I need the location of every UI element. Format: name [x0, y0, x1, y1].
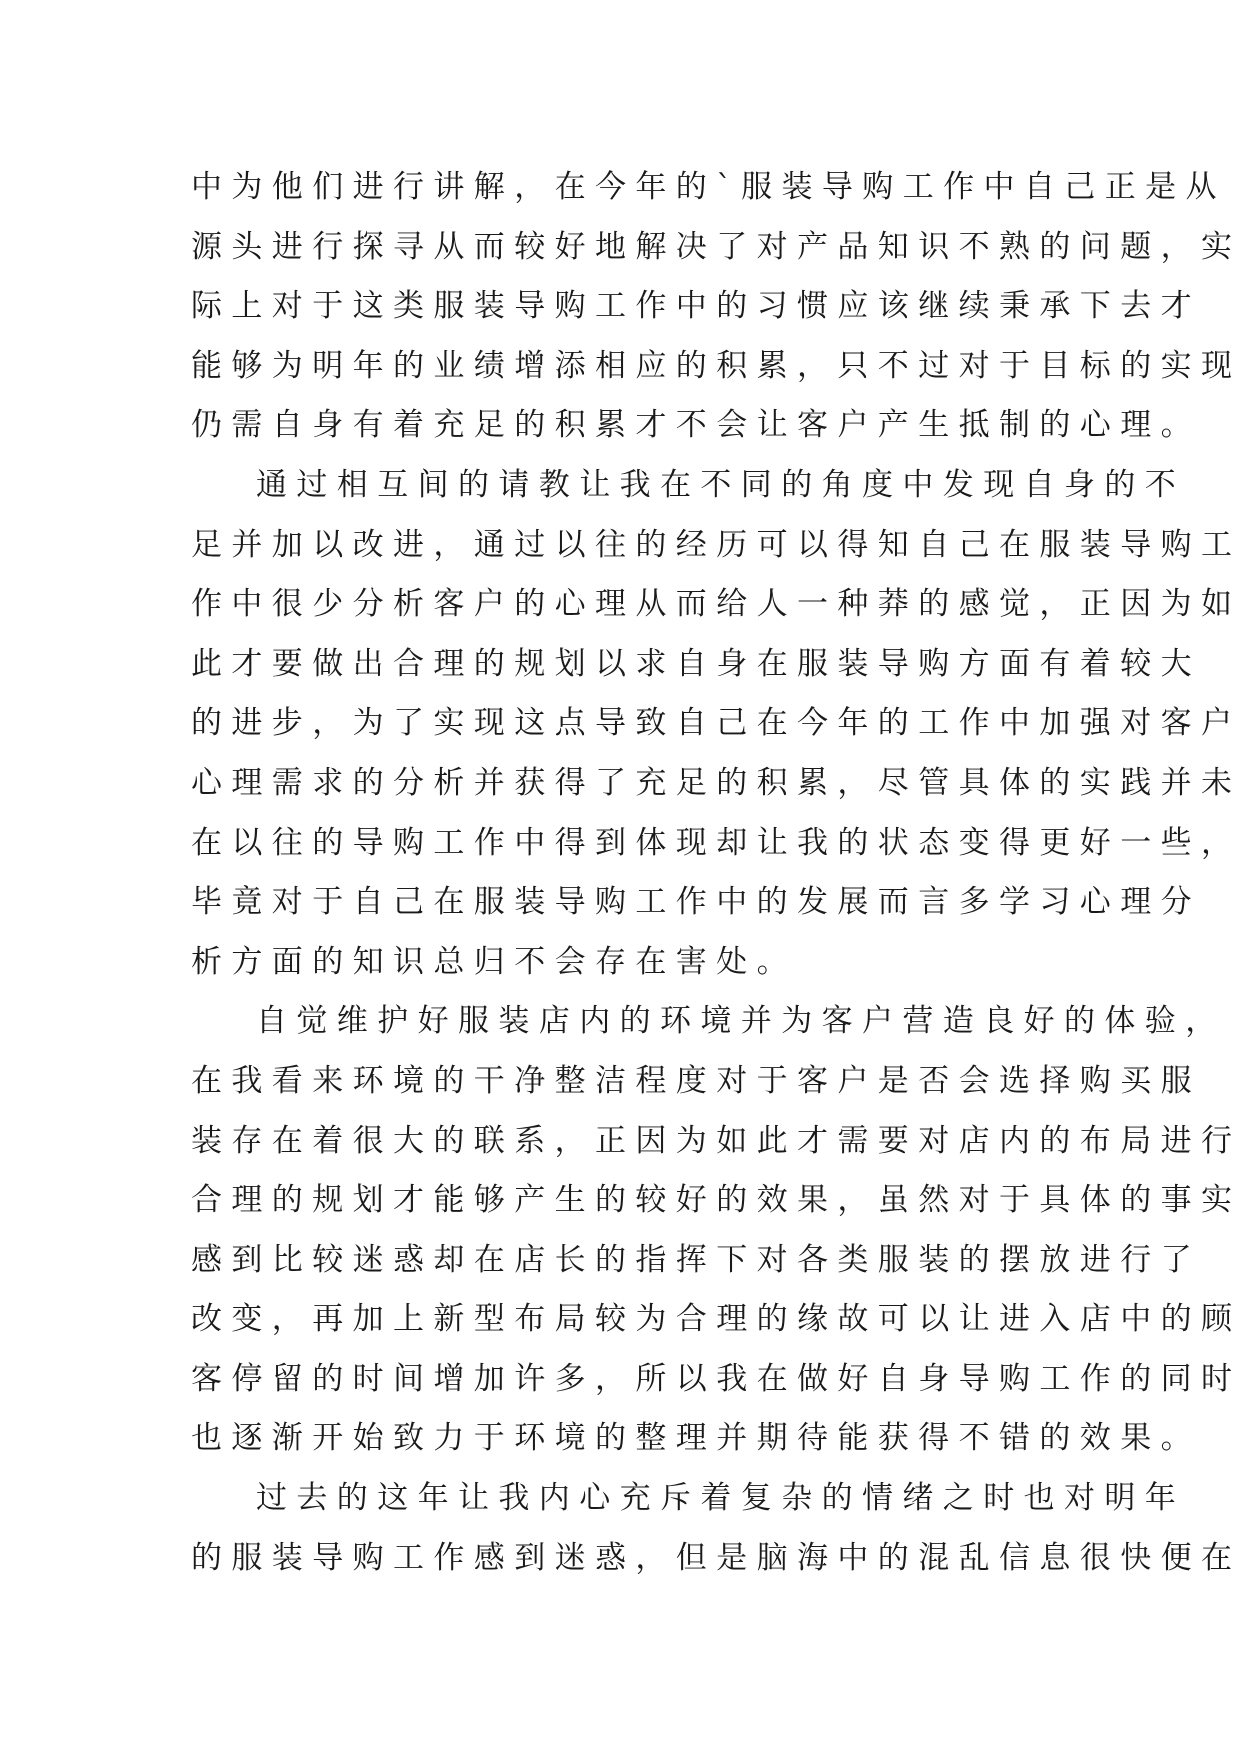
text-line: 足并加以改进，通过以往的经历可以得知自己在服装导购工 — [191, 526, 1241, 563]
text-line: 际上对于这类服装导购工作中的习惯应该继续秉承下去才 — [191, 288, 1201, 325]
text-line: 也逐渐开始致力于环境的整理并期待能获得不错的效果。 — [191, 1420, 1201, 1457]
text-line: 中为他们进行讲解，在今年的`服装导购工作中自己正是从 — [191, 169, 1226, 205]
text-line: 毕竟对于自己在服装导购工作中的发展而言多学习心理分 — [191, 884, 1201, 921]
text-line: 感到比较迷惑却在店长的指挥下对各类服装的摆放进行了 — [191, 1241, 1201, 1278]
text-line: 此才要做出合理的规划以求自身在服装导购方面有着较大 — [191, 645, 1201, 682]
paragraph-first-line: 通过相互间的请教让我在不同的角度中发现自身的不 — [256, 466, 1186, 503]
text-line: 的进步，为了实现这点导致自己在今年的工作中加强对客户 — [191, 705, 1241, 742]
text-line: 的服装导购工作感到迷惑，但是脑海中的混乱信息很快便在 — [191, 1539, 1241, 1576]
text-line: 合理的规划才能够产生的较好的效果，虽然对于具体的事实 — [191, 1182, 1241, 1219]
text-line: 改变，再加上新型布局较为合理的缘故可以让进入店中的顾 — [191, 1301, 1241, 1338]
text-line: 作中很少分析客户的心理从而给人一种莽的感觉，正因为如 — [191, 586, 1241, 623]
text-line: 仍需自身有着充足的积累才不会让客户产生抵制的心理。 — [191, 407, 1201, 444]
text-line: 源头进行探寻从而较好地解决了对产品知识不熟的问题，实 — [191, 228, 1241, 265]
paragraph-first-line: 过去的这年让我内心充斥着复杂的情绪之时也对明年 — [256, 1480, 1186, 1517]
text-line: 装存在着很大的联系，正因为如此才需要对店内的布局进行 — [191, 1122, 1241, 1159]
body-text — [191, 158, 1241, 1588]
text-line: 析方面的知识总归不会存在害处。 — [191, 943, 797, 980]
text-line: 客停留的时间增加许多，所以我在做好自身导购工作的同时 — [191, 1360, 1241, 1397]
paragraph-first-line: 自觉维护好服装店内的环境并为客户营造良好的体验， — [256, 1003, 1226, 1040]
text-line: 在以往的导购工作中得到体现却让我的状态变得更好一些， — [191, 824, 1241, 861]
text-line: 能够为明年的业绩增添相应的积累，只不过对于目标的实现 — [191, 347, 1241, 384]
text-line: 在我看来环境的干净整洁程度对于客户是否会选择购买服 — [191, 1062, 1201, 1099]
text-line: 心理需求的分析并获得了充足的积累，尽管具体的实践并未 — [191, 764, 1241, 801]
